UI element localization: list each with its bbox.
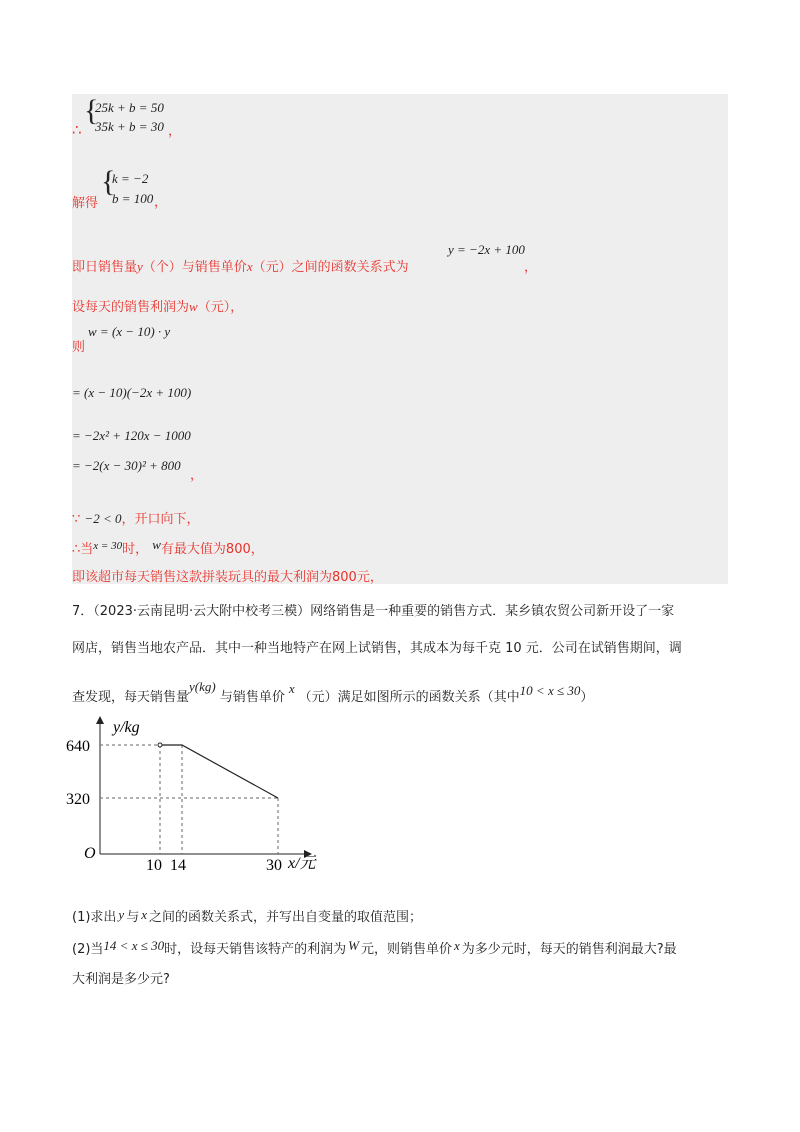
problem-text: 与销售单价	[219, 690, 285, 705]
question-2-line2: 大利润是多少元?	[72, 972, 170, 987]
step3: = −2(x − 30)² + 800	[72, 458, 181, 473]
step2: = −2x² + 120x − 1000	[72, 428, 191, 443]
x-range: 10 < x ≤ 30	[519, 683, 581, 698]
therefore-symbol: ∴	[72, 121, 82, 139]
left-brace: {	[84, 94, 99, 127]
x-range: 14 < x ≤ 30	[103, 938, 165, 953]
problem-line3	[72, 679, 594, 705]
y-tick-320: 320	[66, 791, 90, 808]
y-axis-arrow	[96, 716, 104, 724]
question-text: (2)当	[72, 942, 104, 957]
max-line	[72, 538, 264, 557]
relation-formula: y = −2x + 100	[448, 242, 525, 257]
var-x: x	[141, 907, 147, 922]
open-point	[158, 743, 162, 747]
because-symbol: ∵	[72, 512, 81, 527]
comma: ，	[190, 468, 204, 483]
x-tick-10: 10	[146, 857, 162, 874]
var-W: W	[348, 938, 359, 953]
question-1	[72, 906, 422, 925]
function-line	[162, 745, 278, 798]
x-axis-label: x/元	[288, 855, 316, 872]
system2-eq2: b = 100	[112, 191, 154, 206]
profit-line	[72, 296, 243, 315]
neg-coefficient: −2 < 0	[84, 511, 122, 526]
problem-text: （元）满足如图所示的函数关系（其中	[298, 690, 520, 705]
comma: ，	[154, 195, 168, 210]
opens-down-text: ，开口向下，	[121, 512, 200, 527]
question-text: 为多少元时，每天的销售利润最大?最	[461, 942, 677, 957]
question-text: 之间的函数关系式，并写出自变量的取值范围；	[149, 910, 423, 925]
problem-line2: 网店，销售当地农产品．其中一种当地特产在网上试销售，其成本为每千克 10 元．公司在试销售期间，调	[72, 641, 682, 656]
relation-line	[72, 256, 409, 275]
question-2	[72, 938, 677, 957]
problem-text: 查发现，每天销售量	[72, 690, 190, 705]
question-text: (1)求出	[72, 910, 117, 925]
conclusion: 即该超市每天销售这款拼装玩具的最大利润为800元，	[72, 570, 383, 585]
relation-text: 即日销售量	[72, 260, 138, 275]
x-eq-30: x = 30	[93, 540, 123, 552]
system1-eq2: 35k + b = 30	[95, 119, 164, 134]
var-w: w	[152, 537, 161, 552]
y-kg-expr: y(kg)	[189, 679, 216, 694]
then-label: 则	[72, 340, 86, 355]
profit-text: （元），	[197, 300, 244, 315]
when-text: ∴当	[72, 542, 94, 557]
question-text: 元，则销售单价	[360, 942, 452, 957]
when-text: 时，	[122, 542, 149, 557]
system2-eq1: k = −2	[112, 171, 149, 186]
y-tick-640: 640	[66, 738, 90, 755]
because-line	[72, 508, 199, 527]
var-x: x	[246, 259, 253, 274]
max-text: 有最大值为800，	[160, 542, 264, 557]
var-y: y	[118, 907, 125, 922]
function-graph	[66, 712, 340, 874]
system1-eq1: 25k + b = 50	[95, 100, 164, 115]
comma: ，	[168, 124, 182, 139]
question-text: 时，设每天销售该特产的利润为	[164, 942, 347, 957]
solve-label: 解得	[72, 196, 99, 211]
x-tick-30: 30	[266, 857, 282, 874]
step1: = (x − 10)(−2x + 100)	[72, 385, 192, 400]
left-brace: {	[101, 165, 116, 198]
origin-label: O	[84, 845, 96, 862]
question-text: 与	[126, 910, 140, 925]
var-x: x	[288, 681, 295, 696]
comma: ，	[524, 260, 538, 275]
profit-text: 设每天的销售利润为	[72, 300, 190, 315]
var-w: w	[189, 299, 198, 314]
x-tick-14: 14	[170, 857, 186, 874]
problem-line1: 7．（2023·云南昆明·云大附中校考三模）网络销售是一种重要的销售方式．某乡镇农贸公司新开设了一家	[72, 604, 675, 619]
var-x: x	[453, 938, 460, 953]
problem-text: ）	[580, 690, 594, 705]
relation-text: （元）之间的函数关系式为	[252, 260, 409, 275]
var-y: y	[137, 259, 143, 274]
relation-text: （个）与销售单价	[142, 260, 247, 275]
y-axis-label: y/kg	[113, 719, 140, 736]
w-definition: w = (x − 10) · y	[88, 324, 171, 339]
